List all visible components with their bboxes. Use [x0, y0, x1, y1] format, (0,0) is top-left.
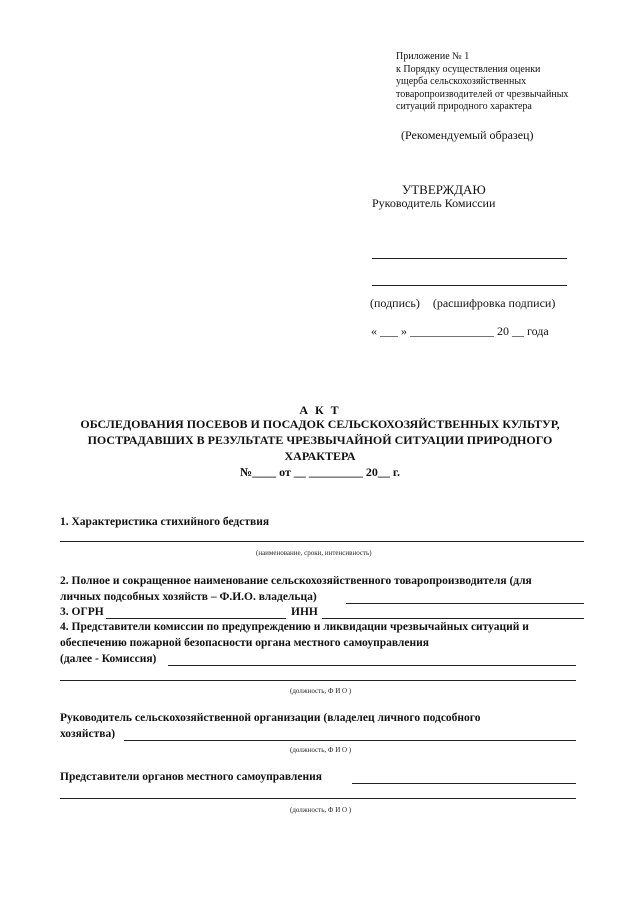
position-caption: (должность, Ф И О ): [290, 687, 352, 695]
section-2-label: 2. Полное и сокращенное наименование сельскохозяйственного товаропроизводителя (для: [60, 575, 532, 587]
section-1-caption: (наименование, сроки, интенсивность): [256, 549, 372, 557]
org-head-label: Руководитель сельскохозяйственной организации (владелец личного подсобного: [60, 712, 481, 724]
appendix-line: ущерба сельскохозяйственных: [396, 76, 527, 87]
signature-label: (подпись): [370, 296, 420, 310]
commission-head-label: Руководитель Комиссии: [372, 196, 496, 210]
local-gov-line: [60, 798, 576, 799]
position-caption: (должность, Ф И О ): [290, 806, 352, 814]
signature-line: [372, 258, 567, 259]
approve-heading: УТВЕРЖДАЮ: [402, 182, 486, 197]
section-2-line: [346, 603, 584, 604]
appendix-line: товаропроизводителей от чрезвычайных: [396, 88, 569, 100]
section-4-label-cont: обеспечению пожарной безопасности органа местного самоуправления: [60, 637, 429, 649]
ogrn-line: [106, 618, 286, 619]
inn-line: [322, 618, 584, 619]
act-title-line: ПОСТРАДАВШИХ В РЕЗУЛЬТАТЕ ЧРЕЗВЫЧАЙНОЙ СИТУАЦИИ ПРИРОДНОГО: [87, 433, 553, 447]
section-4-label: 4. Представители комиссии по предупреждению и ликвидации чрезвычайных ситуаций и: [60, 621, 529, 633]
local-gov-label: Представители органов местного самоуправления: [60, 771, 322, 783]
sample-label: (Рекомендуемый образец): [401, 128, 534, 142]
appendix-block: [396, 51, 626, 114]
position-caption: (должность, Ф И О ): [290, 746, 352, 754]
org-head-label-cont: хозяйства): [60, 728, 116, 740]
ogrn-label: 3. ОГРН: [60, 606, 104, 618]
act-number-line: №____ от __ _________ 20__ г.: [240, 465, 400, 479]
section-2-label-cont: личных подсобных хозяйств – Ф.И.О. владельца): [60, 591, 317, 603]
commission-line: [168, 665, 576, 666]
signature-labels: [370, 296, 555, 311]
section-1-line: [60, 541, 584, 542]
appendix-line: ситуаций природного характера: [396, 101, 532, 112]
org-head-line: [124, 740, 576, 741]
inn-label: ИНН: [291, 606, 318, 618]
act-title: А К Т: [299, 403, 341, 417]
act-title-line: ОБСЛЕДОВАНИЯ ПОСЕВОВ И ПОСАДОК СЕЛЬСКОХОЗЯЙСТВЕННЫХ КУЛЬТУР,: [80, 417, 560, 431]
signature-line: [372, 285, 567, 286]
section-1-label: 1. Характеристика стихийного бедствия: [60, 516, 270, 528]
local-gov-line: [352, 783, 576, 784]
appendix-line: Приложение № 1: [396, 51, 470, 62]
commission-line: [60, 680, 576, 681]
commission-label: (далее - Комиссия): [60, 653, 157, 665]
act-title-line: ХАРАКТЕРА: [284, 449, 356, 463]
approval-date-line: « ___ » ______________ 20 __ года: [371, 324, 549, 338]
appendix-line: к Порядку осуществления оценки: [396, 63, 541, 75]
decode-label: (расшифровка подписи): [432, 296, 556, 310]
